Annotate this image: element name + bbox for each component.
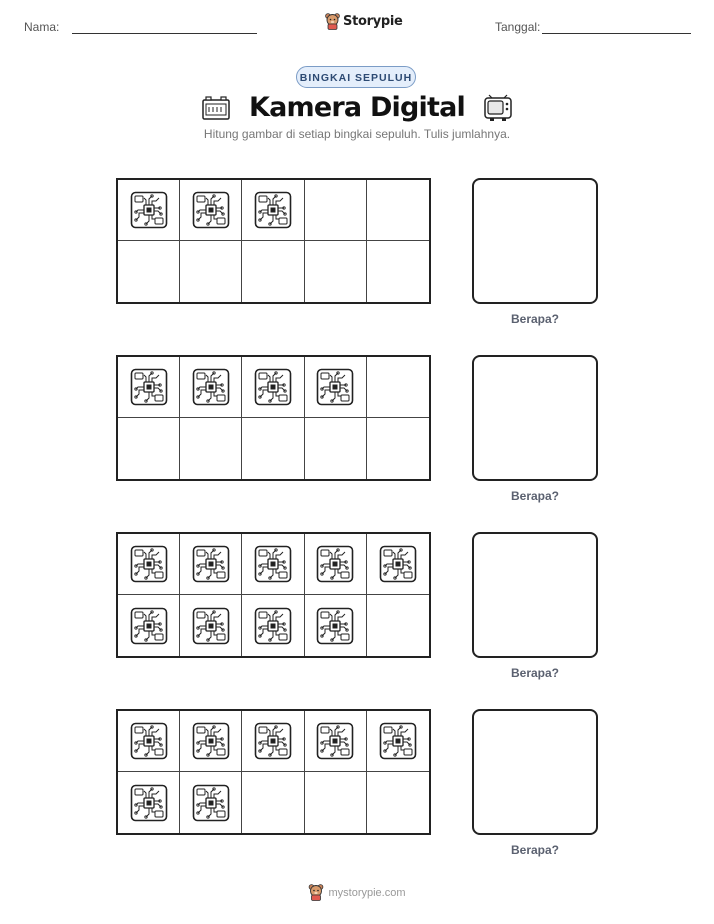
frame-cell	[118, 357, 180, 418]
frame-cell	[367, 357, 429, 418]
frame-cell	[180, 180, 242, 241]
page-title: Kamera Digital	[249, 92, 465, 123]
frame-cell	[242, 418, 304, 479]
frame-cell	[242, 595, 304, 656]
bear-mascot-icon	[325, 13, 340, 30]
frame-cell	[242, 772, 304, 833]
frame-cell	[242, 534, 304, 595]
circuit-chip-icon	[254, 545, 292, 583]
worksheet-type-badge: BINGKAI SEPULUH	[296, 66, 416, 88]
answer-prompt-2: Berapa?	[510, 489, 560, 503]
circuit-chip-icon	[379, 545, 417, 583]
frame-cell	[118, 772, 180, 833]
frame-cell	[305, 357, 367, 418]
name-label: Nama:	[24, 20, 60, 34]
ten-frame-1	[116, 178, 431, 304]
frame-cell	[367, 595, 429, 656]
circuit-chip-icon	[192, 607, 230, 645]
ten-frame-2	[116, 355, 431, 481]
footer	[0, 884, 714, 901]
frame-cell	[118, 241, 180, 302]
frame-cell	[118, 595, 180, 656]
title-row	[0, 92, 714, 123]
bear-mascot-icon	[308, 884, 324, 901]
circuit-chip-icon	[254, 722, 292, 760]
frame-cell	[305, 241, 367, 302]
circuit-chip-icon	[254, 607, 292, 645]
frame-cell	[242, 357, 304, 418]
frame-cell	[305, 534, 367, 595]
circuit-chip-icon	[379, 722, 417, 760]
frame-cell	[180, 711, 242, 772]
frame-cell	[367, 180, 429, 241]
answer-box-4[interactable]	[472, 709, 598, 835]
frame-cell	[305, 772, 367, 833]
circuit-chip-icon	[130, 191, 168, 229]
frame-cell	[367, 711, 429, 772]
circuit-chip-icon	[316, 722, 354, 760]
circuit-chip-icon	[316, 545, 354, 583]
circuit-chip-icon	[130, 545, 168, 583]
frame-cell	[118, 418, 180, 479]
name-field[interactable]	[72, 33, 257, 34]
frame-cell	[118, 711, 180, 772]
frame-cell	[305, 418, 367, 479]
frame-cell	[118, 534, 180, 595]
frame-cell	[305, 711, 367, 772]
answer-box-3[interactable]	[472, 532, 598, 658]
ten-frame-4	[116, 709, 431, 835]
frame-cell	[242, 241, 304, 302]
circuit-chip-icon	[130, 784, 168, 822]
instructions: Hitung gambar di setiap bingkai sepuluh. Tulis jumlahnya.	[203, 127, 511, 141]
frame-cell	[118, 180, 180, 241]
frame-cell	[305, 595, 367, 656]
date-label: Tanggal:	[495, 20, 541, 34]
frame-cell	[180, 241, 242, 302]
circuit-chip-icon	[192, 368, 230, 406]
footer-site: mystorypie.com	[328, 886, 406, 899]
circuit-chip-icon	[192, 722, 230, 760]
answer-prompt-3: Berapa?	[510, 666, 560, 680]
answer-prompt-4: Berapa?	[510, 843, 560, 857]
answer-prompt-1: Berapa?	[510, 312, 560, 326]
frame-cell	[180, 772, 242, 833]
circuit-chip-icon	[130, 368, 168, 406]
answer-box-2[interactable]	[472, 355, 598, 481]
circuit-chip-icon	[316, 607, 354, 645]
ten-frame-3	[116, 532, 431, 658]
circuit-chip-icon	[130, 607, 168, 645]
frame-cell	[180, 357, 242, 418]
brand-logo	[325, 13, 403, 30]
circuit-chip-icon	[254, 191, 292, 229]
frame-cell	[242, 180, 304, 241]
frame-cell	[367, 772, 429, 833]
frame-cell	[242, 711, 304, 772]
frame-cell	[367, 241, 429, 302]
frame-cell	[180, 418, 242, 479]
frame-cell	[180, 534, 242, 595]
date-field[interactable]	[542, 33, 691, 34]
frame-cell	[367, 418, 429, 479]
circuit-chip-icon	[192, 545, 230, 583]
battery-icon	[201, 95, 231, 121]
brand-name: Storypie	[343, 14, 403, 29]
monitor-icon	[483, 94, 513, 122]
answer-box-1[interactable]	[472, 178, 598, 304]
circuit-chip-icon	[192, 191, 230, 229]
frame-cell	[305, 180, 367, 241]
frame-cell	[180, 595, 242, 656]
frame-cell	[367, 534, 429, 595]
circuit-chip-icon	[316, 368, 354, 406]
circuit-chip-icon	[192, 784, 230, 822]
circuit-chip-icon	[130, 722, 168, 760]
circuit-chip-icon	[254, 368, 292, 406]
